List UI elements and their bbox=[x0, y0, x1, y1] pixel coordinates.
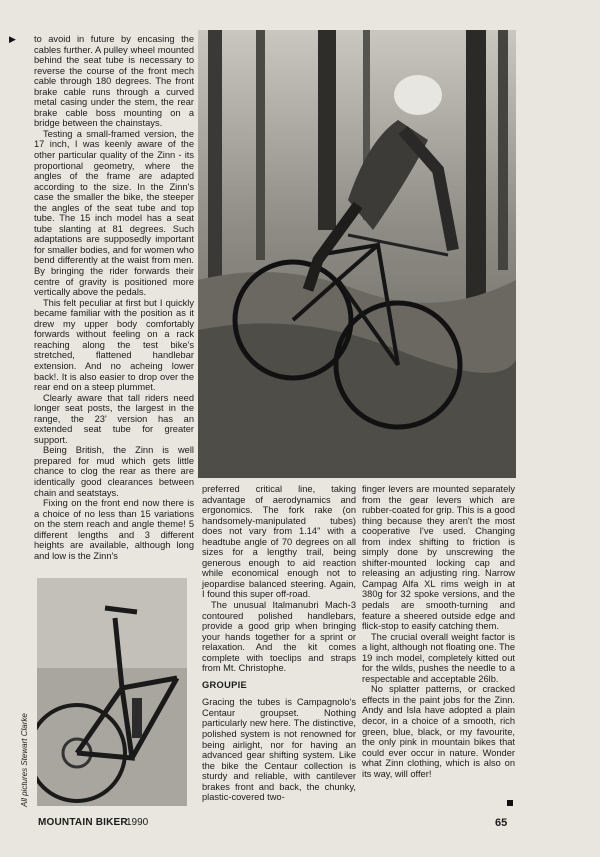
end-of-article-mark bbox=[507, 800, 513, 806]
paragraph: The crucial overall weight factor is a light, although not floating one. The 19 inch model, completely kitted out for the wilds, pushes the needle to a respectable and acceptable 26lb. bbox=[362, 631, 515, 684]
page-number: 65 bbox=[495, 817, 508, 829]
text-column-1 bbox=[34, 34, 194, 561]
paragraph: Clearly aware that tall riders need longer seat posts, the largest in the range, the 23' version has an extended seat tube for greater support. bbox=[34, 392, 194, 445]
rider-photo bbox=[198, 30, 516, 478]
section-heading: GROUPIE bbox=[202, 679, 247, 690]
paragraph: The unusual Italmanubri Mach-3 contoured polished handlebars, provide a good grip when bringing your hands together for a sprint or relaxation. And the kit comes complete with toeclips and straps from Mt. Christophe. bbox=[202, 600, 356, 674]
paragraph: finger levers are mounted separately from the gear levers which are rubber-coated for grip. This is a good thing because they aren't the most cooperative I've used. Changing from index shifting to friction is simply done by unscrewing the shifter-mounted locking cap and releasing an adjusting ring. Narrow Campag Alfa XL rims weigh in at 380g for 32 spoke versions, and the pedals are smooth-turning and feature a sheered outside edge and flick-stop to easify catching them. bbox=[362, 484, 515, 632]
photo-credit: All pictures Stewart Clarke bbox=[20, 713, 29, 807]
paragraph: Testing a small-framed version, the 17 inch, I was keenly aware of the other particular quality of the Zinn - its proportional geometry, where the angles of the frame are adapted according to the size. In the Zinn's case the smaller the bike, the steeper the angles of the seat tube and top tube. The 15 inch model has a seat tube slanting at 81 degrees. Such adaptations are supposedly important for smaller bodies, and for women who bend differently at the waist from men. By bringing the rider forwards their centre of gravity is positioned more vertically above the pedals. bbox=[34, 128, 194, 298]
paragraph: Being British, the Zinn is well prepared for mud which gets little chance to clog the rear as there are identically good clearances between chain and seatstays. bbox=[34, 445, 194, 498]
magazine-title: MOUNTAIN BIKER bbox=[38, 817, 128, 828]
paragraph: This felt peculiar at first but I quickly became familiar with the position as it drew my upper body comfortably forwards without feeling on a rack reaching along the test bike's stretched, flattened handlebar extension. And no acheing lower back!. It is also easier to drop over the rear end on a steep plummet. bbox=[34, 297, 194, 393]
paragraph: Gracing the tubes is Campagnolo's Centaur groupset. Nothing particularly new here. The distinctive, polished system is not renowned for being airlight, nor for having an advanced gear shifting system. Like the bike the Centaur collection is sturdy and reliable, with cantilever brakes front and back, the chunky, plastic-covered two- bbox=[202, 697, 356, 803]
paragraph: to avoid in future by encasing the cables further. A pulley wheel mounted behind the seat tube is necessary to reverse the course of the front mech cable through 180 degrees. The front brake cable runs through a curved metal casing under the stem, the rear brake cable boss mounting on a bridge between the chainstays. bbox=[34, 34, 194, 129]
paragraph: preferred critical line, taking advantage of aerodynamics and ergonomics. The fork rake (on handsomely-manipulated tubes) does not vary from 1.14" with a headtube angle of 70 degrees on all sizes for a lengthy trail, being generous enough to aid reaction while economical enough not to jeopardise balanced steering. Again, I found this super off-road. bbox=[202, 484, 356, 600]
bike-detail-photo bbox=[37, 578, 187, 806]
continuation-arrow-icon: ▶ bbox=[9, 34, 16, 44]
paragraph: Fixing on the front end now there is a choice of no less than 15 variations on the stem reach and angle theme! 5 different lengths and 3 different heights are available, although long and low is the Zinn's bbox=[34, 498, 194, 561]
text-column-3 bbox=[362, 484, 515, 779]
text-column-2 bbox=[202, 484, 356, 803]
paragraph: No splatter patterns, or cracked effects in the paint jobs for the Zinn. Andy and Isla have adopted a plain decor, in a choice of a smooth, rich green, blue, black, or my favourite, the only pink in mountain bikes that could ever occur in nature. Wonder what Zinn clothing, which is also on its way, will offer! bbox=[362, 684, 515, 779]
issue-year: 1990 bbox=[126, 817, 149, 828]
